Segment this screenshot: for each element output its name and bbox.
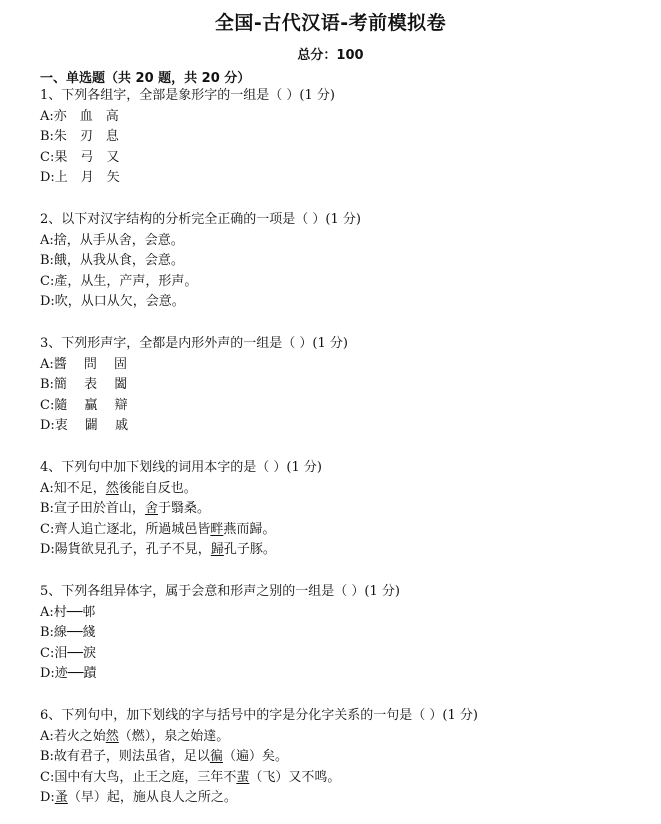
option-B[interactable]	[40, 127, 640, 148]
option-text: C:国中有大鸟，止王之庭，三年不	[40, 769, 237, 785]
option-text-rest: 孔子豚。	[223, 542, 276, 557]
option-text-rest: （早）起，施从良人之所之。	[67, 790, 237, 805]
option-text-rest: 于翳桑。	[157, 501, 210, 516]
question-6	[40, 706, 640, 809]
option-text: B:線──綫	[40, 625, 96, 640]
option-text-rest: 後能自反也。	[118, 480, 197, 496]
option-D[interactable]	[40, 540, 640, 561]
option-A[interactable]	[40, 727, 640, 748]
option-C[interactable]	[40, 148, 640, 169]
option-B[interactable]	[40, 499, 640, 520]
option-text: B:宣子田於首山，	[40, 501, 145, 516]
option-A[interactable]	[40, 479, 640, 500]
option-A[interactable]	[40, 107, 640, 128]
option-text: D:	[40, 790, 55, 805]
option-text: B:簡 表 闔	[40, 377, 128, 392]
option-A[interactable]	[40, 603, 640, 624]
option-A[interactable]	[40, 231, 640, 252]
question-stem: 3、下列形声字，全都是内形外声的一组是（ ）(1 分)	[40, 336, 348, 351]
option-text-rest: （遍）矣。	[222, 749, 288, 764]
option-text: A:知不足，	[40, 480, 106, 496]
option-text: B:餓，从我从食，会意。	[40, 253, 184, 268]
question-5	[40, 582, 640, 685]
underlined-word: 蜚	[236, 769, 250, 785]
option-D[interactable]	[40, 168, 640, 189]
option-C[interactable]	[40, 520, 640, 541]
option-D[interactable]	[40, 664, 640, 685]
option-A[interactable]	[40, 355, 640, 376]
option-D[interactable]	[40, 416, 640, 437]
option-C[interactable]	[40, 396, 640, 417]
question-1	[40, 86, 640, 189]
question-stem: 6、下列句中，加下划线的字与括号中的字是分化字关系的一句是（ ）(1 分)	[40, 708, 478, 723]
section-heading: 一、单选题（共 20 题，共 20 分）	[40, 71, 251, 86]
option-text: D:衷 闢 戚	[40, 418, 129, 433]
option-text: B:朱 刃 息	[40, 129, 119, 144]
option-text: A:醬 問 固	[40, 356, 128, 372]
question-4	[40, 458, 640, 561]
total-score: 总分：100	[297, 48, 364, 63]
underlined-word: 徧	[209, 749, 223, 764]
option-text: C:隨 贏 辯	[40, 397, 128, 413]
option-B[interactable]	[40, 623, 640, 644]
option-C[interactable]	[40, 768, 640, 789]
option-text: D:陽貨欲見孔子，孔子不見，	[40, 542, 211, 557]
option-text: C:齊人追亡逐北，所過城邑皆	[40, 521, 211, 537]
question-stem: 2、以下对汉字结构的分析完全正确的一项是（ ）(1 分)	[40, 212, 361, 227]
option-text: A:若火之始	[40, 728, 106, 744]
question-stem: 4、下列句中加下划线的词用本字的是（ ）(1 分)	[40, 460, 322, 475]
option-text: B:故有君子，则法虽省，足以	[40, 749, 210, 764]
option-C[interactable]	[40, 644, 640, 665]
underlined-word: 歸	[210, 542, 224, 557]
option-text-rest: （飞）又不鸣。	[249, 769, 341, 785]
option-text: A:村──邨	[40, 604, 96, 620]
underlined-word: 舍	[144, 501, 158, 516]
option-text: D:上 月 矢	[40, 170, 120, 185]
option-text: C:果 弓 又	[40, 149, 120, 165]
option-B[interactable]	[40, 251, 640, 272]
page-title: 全国-古代汉语-考前模拟卷	[214, 12, 447, 34]
underlined-word: 畔	[210, 521, 224, 537]
underlined-word: 然	[105, 728, 119, 744]
underlined-word: 蚤	[54, 790, 68, 805]
option-C[interactable]	[40, 272, 640, 293]
underlined-word: 然	[105, 480, 119, 496]
option-D[interactable]	[40, 788, 640, 809]
option-text-rest: 燕而歸。	[223, 521, 276, 537]
option-B[interactable]	[40, 375, 640, 396]
question-2	[40, 210, 640, 313]
question-stem: 5、下列各组异体字，属于会意和形声之别的一组是（ ）(1 分)	[40, 584, 400, 599]
question-stem: 1、下列各组字，全部是象形字的一组是（ ）(1 分)	[40, 88, 335, 103]
option-text: D:吹，从口从欠，会意。	[40, 294, 185, 309]
option-text: D:迹──蹟	[40, 666, 97, 681]
question-3	[40, 334, 640, 437]
option-B[interactable]	[40, 747, 640, 768]
option-text: A:亦 血 高	[40, 108, 119, 124]
option-text: C:泪──淚	[40, 645, 96, 661]
option-text-rest: （燃），泉之始達。	[118, 728, 230, 744]
option-D[interactable]	[40, 292, 640, 313]
option-text: C:產，从生，产声，形声。	[40, 273, 198, 289]
option-text: A:捨，从手从舍，会意。	[40, 232, 184, 248]
